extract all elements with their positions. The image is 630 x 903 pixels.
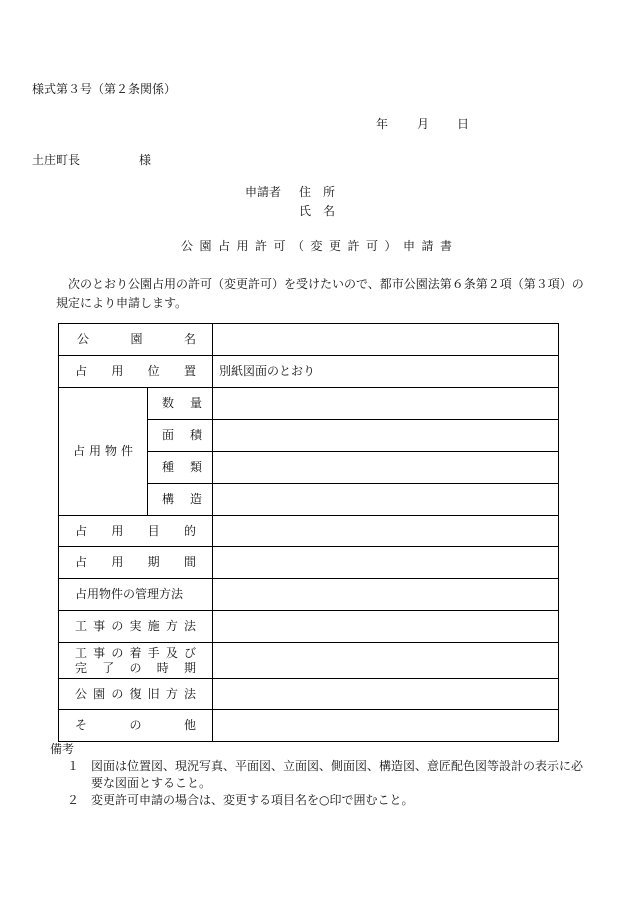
date-year-label: 年 [376, 117, 389, 131]
construction-method-field[interactable] [213, 611, 559, 643]
form-number: 様式第３号（第２条関係） [32, 82, 177, 96]
object-structure-label: 構造 [148, 484, 213, 516]
location-value[interactable]: 別紙図面のとおり [213, 356, 559, 388]
object-area-label: 面積 [148, 420, 213, 452]
applicant-role: 申請者 [245, 185, 282, 199]
construction-timing-line2: 完了の時期 [75, 660, 197, 675]
object-group-label: 占用物件 [59, 388, 148, 516]
restoration-label: 公園の復旧方法 [59, 679, 213, 710]
date-day-label: 日 [457, 117, 470, 131]
management-label: 占用物件の管理方法 [59, 579, 213, 611]
notes-heading: 備考 [50, 742, 75, 756]
park-name-field[interactable] [213, 324, 559, 356]
note-item [50, 758, 590, 792]
note-item [50, 792, 590, 809]
table-row [59, 388, 559, 420]
table-row [59, 643, 559, 679]
table-row [59, 579, 559, 611]
note-text: 図面は位置図、現況写真、平面図、立面図、側面図、構造図、意匠配色図等設計の表示に必要な図面とすること。 [91, 759, 584, 790]
notes [50, 741, 590, 809]
applicant-address-label: 住 所 [299, 185, 336, 199]
intro-text: 次のとおり公園占用の許可（変更許可）を受けたいので、都市公園法第６条第２項（第３項）の規定により申請します。 [56, 277, 584, 310]
construction-timing-line1: 工事の着手及び [75, 646, 197, 661]
table-row [59, 547, 559, 579]
construction-method-label: 工事の実施方法 [59, 611, 213, 643]
table-row [59, 679, 559, 710]
restoration-field[interactable] [213, 679, 559, 710]
purpose-field[interactable] [213, 516, 559, 547]
date-month-label: 月 [417, 117, 430, 131]
table-row [59, 611, 559, 643]
note-text: 変更許可申請の場合は、変更する項目名を○印で囲むこと。 [91, 793, 414, 807]
note-number: ２ [67, 793, 80, 807]
object-quantity-label: 数量 [148, 388, 213, 420]
applicant-name-label: 氏 名 [299, 204, 336, 218]
addressee-honorific: 様 [139, 153, 152, 167]
document-title: 公園占用許可（変更許可）申請書 [181, 239, 459, 253]
other-field[interactable] [213, 710, 559, 742]
location-label: 占用位置 [59, 356, 213, 388]
addressee: 土庄町長 [32, 153, 81, 167]
table-row [59, 356, 559, 388]
other-label: その他 [59, 710, 213, 742]
object-type-field[interactable] [213, 452, 559, 484]
period-label: 占用期間 [59, 547, 213, 579]
park-name-label: 公園名 [59, 324, 213, 356]
construction-timing-label [59, 643, 213, 679]
application-table [58, 323, 559, 742]
purpose-label: 占用目的 [59, 516, 213, 547]
period-field[interactable] [213, 547, 559, 579]
object-type-label: 種類 [148, 452, 213, 484]
table-row [59, 516, 559, 547]
table-row [59, 710, 559, 742]
management-field[interactable] [213, 579, 559, 611]
object-structure-field[interactable] [213, 484, 559, 516]
object-quantity-field[interactable] [213, 388, 559, 420]
note-number: １ [67, 759, 80, 773]
construction-timing-field[interactable] [213, 643, 559, 679]
table-row [59, 324, 559, 356]
object-area-field[interactable] [213, 420, 559, 452]
